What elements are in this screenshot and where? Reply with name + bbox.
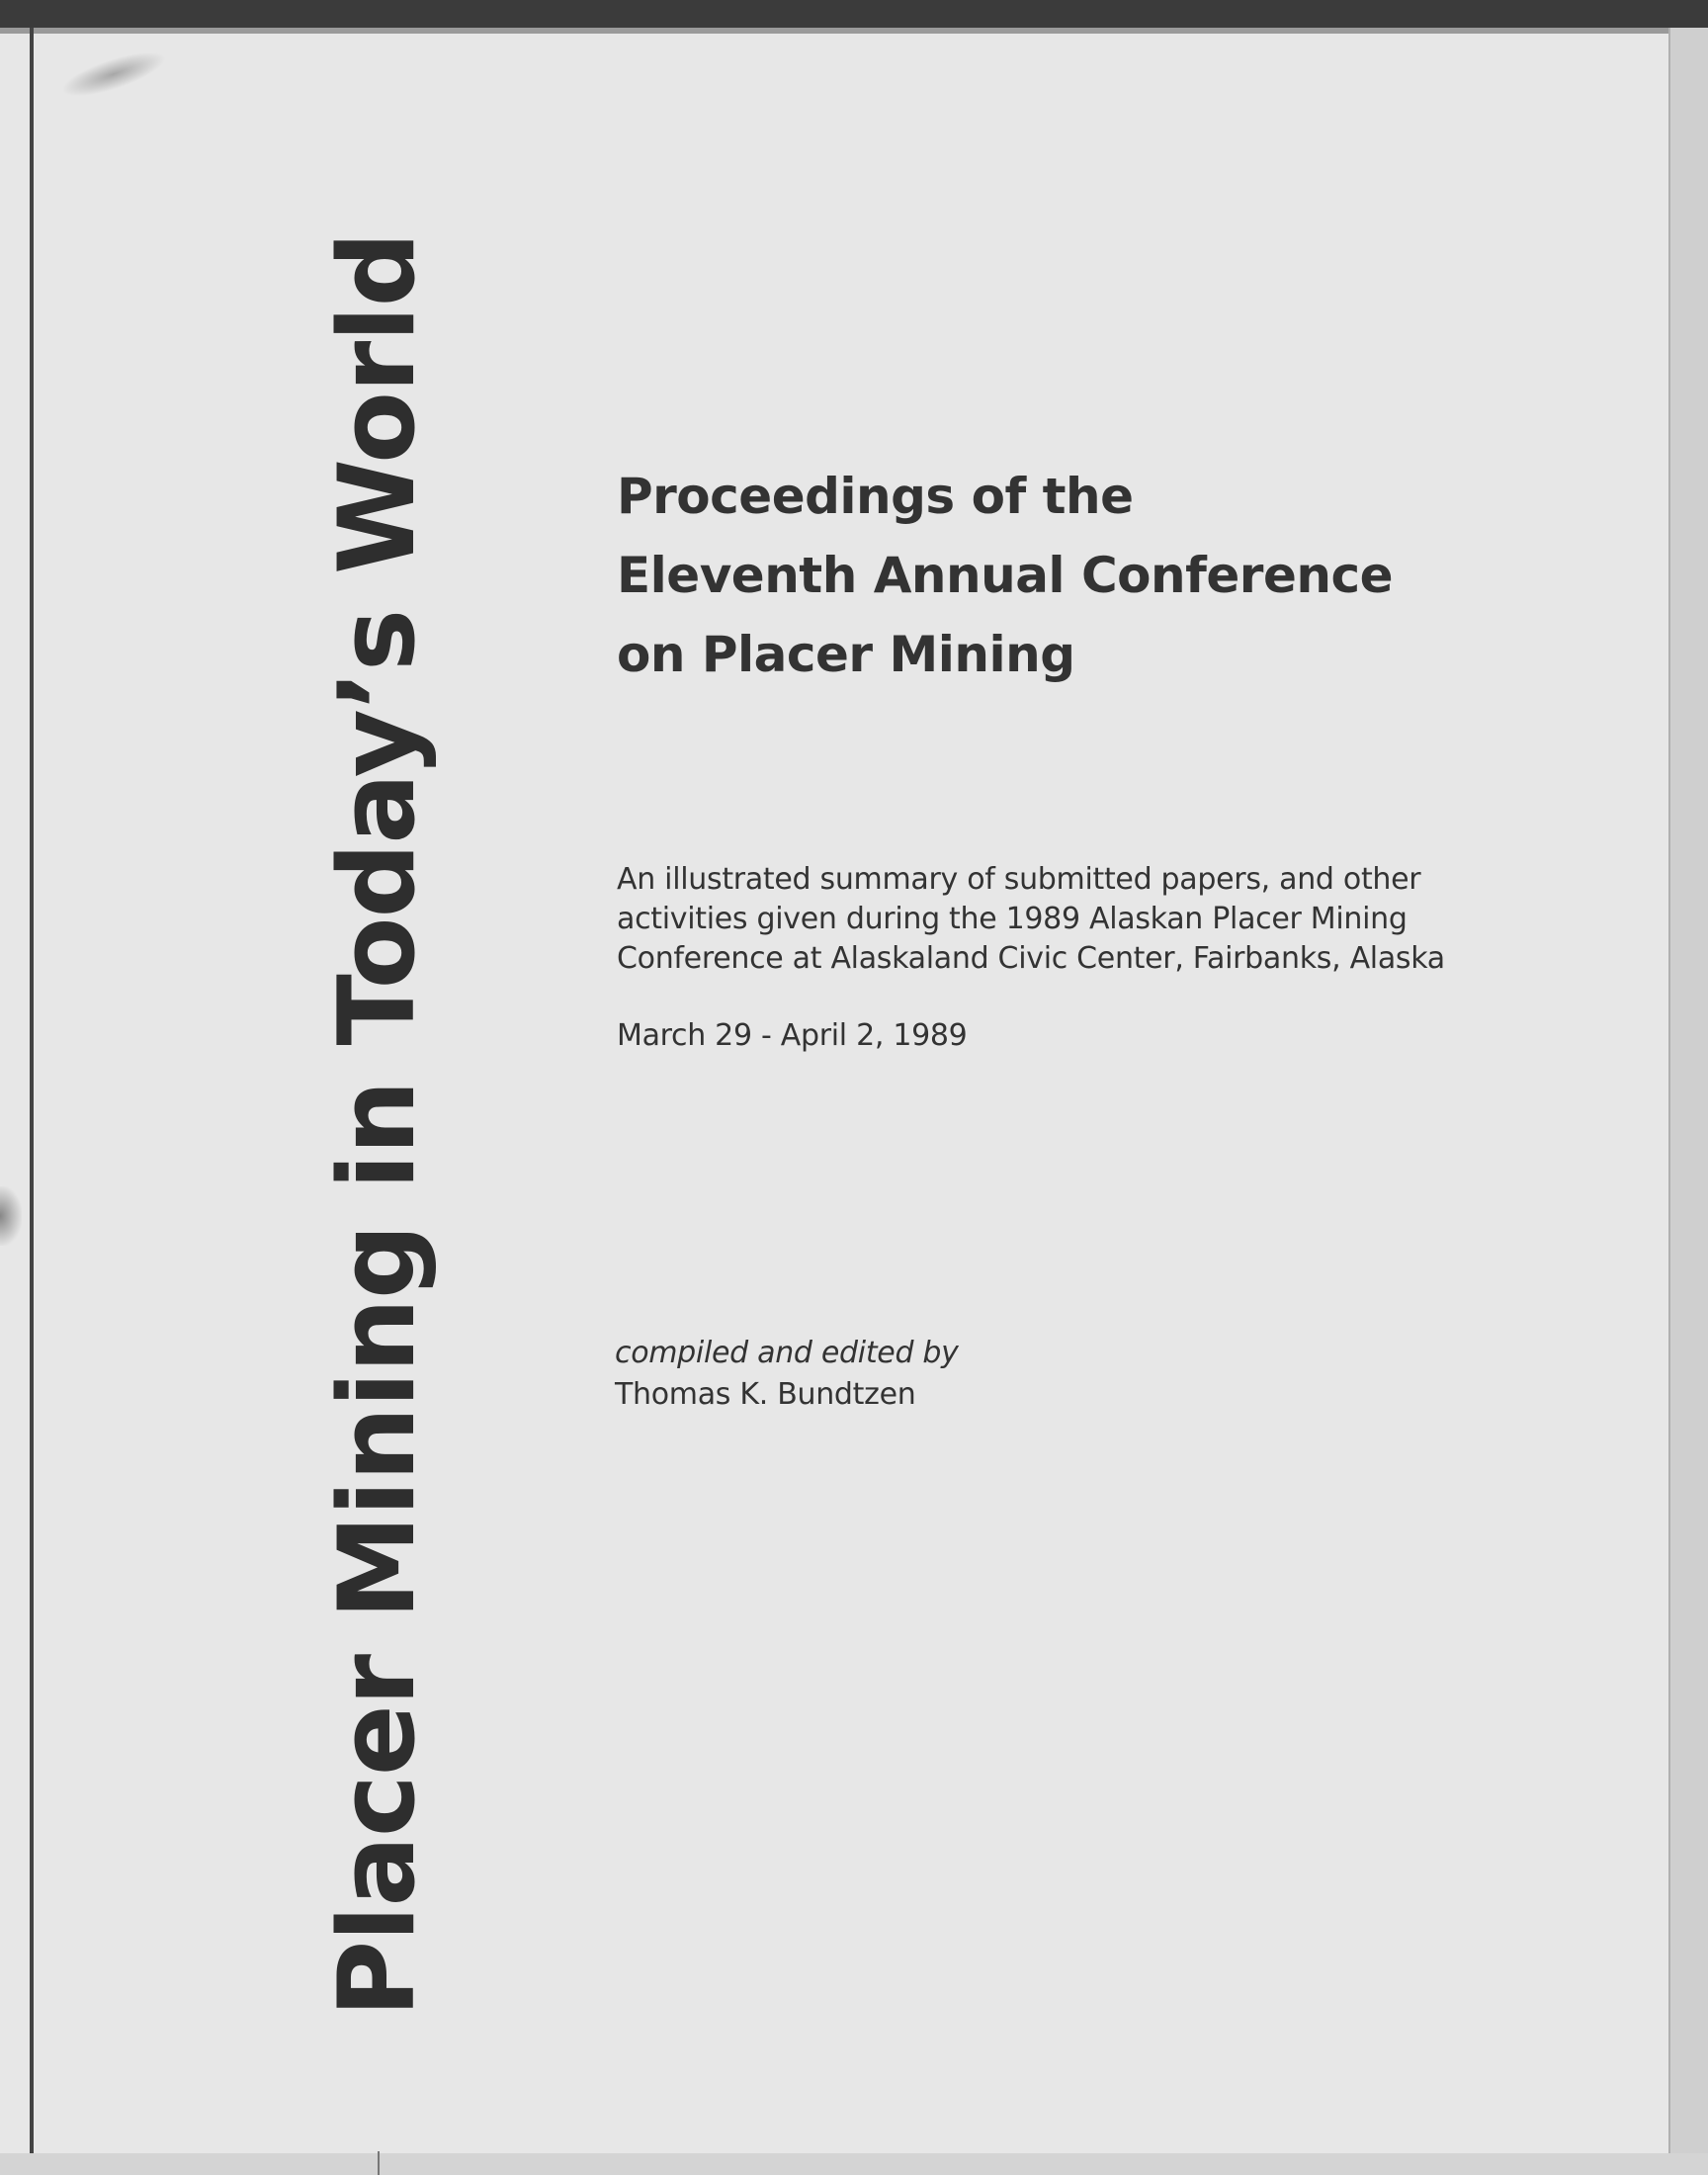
summary-line-2: activities given during the 1989 Alaskan Placer Mining (617, 902, 1408, 936)
editor-name: Thomas K. Bundtzen (615, 1377, 916, 1412)
summary-line-1: An illustrated summary of submitted papers, and other (617, 862, 1421, 897)
summary-paragraph (617, 860, 1645, 979)
credit-label: compiled and edited by (615, 1336, 959, 1370)
scan-top-band (0, 0, 1708, 28)
scan-smudge (57, 44, 170, 106)
page-right-edge (1668, 28, 1670, 2175)
title-line-2: Eleventh Annual Conference (617, 547, 1393, 604)
page-left-edge (30, 28, 34, 2175)
page-tear-mark (0, 1186, 22, 1246)
spine-title: Placer Mining in Today’s World (316, 232, 438, 2018)
conference-dates: March 29 - April 2, 1989 (617, 1018, 968, 1053)
proceedings-title (617, 457, 1605, 694)
title-line-3: on Placer Mining (617, 626, 1075, 683)
page-bottom-strip (0, 2153, 1708, 2175)
scan-top-shadow (0, 28, 1708, 34)
title-line-1: Proceedings of the (617, 468, 1134, 525)
page-bottom-mark (378, 2151, 380, 2175)
page-right-margin (1668, 28, 1708, 2175)
editor-credit (615, 1333, 959, 1416)
summary-line-3: Conference at Alaskaland Civic Center, Fairbanks, Alaska (617, 941, 1445, 976)
